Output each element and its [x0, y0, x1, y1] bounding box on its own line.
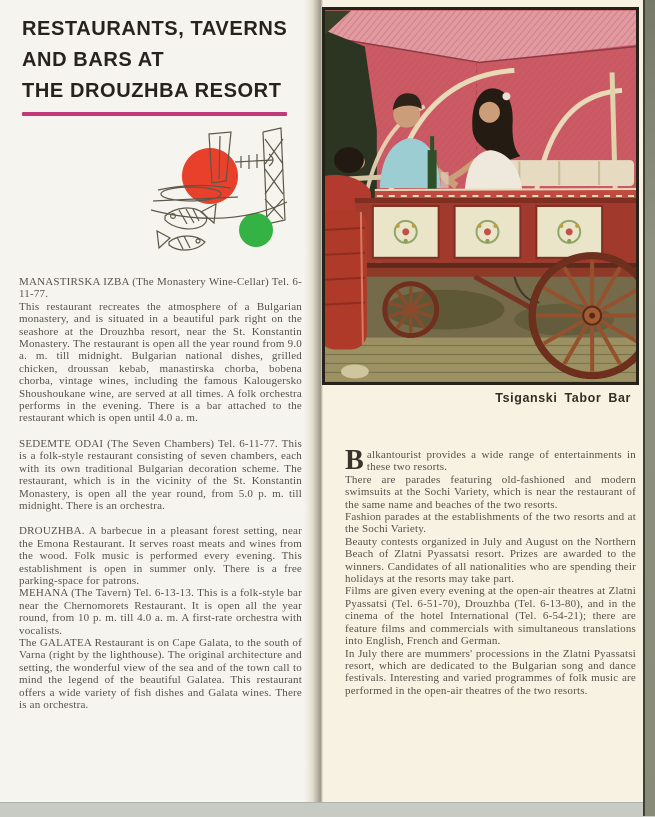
- dropcap-letter: B: [345, 445, 364, 476]
- listing-manastirska-izba-heading: MANASTIRSKA IZBA (The Monastery Wine-Cellar) Tel. 6-11-77.: [19, 276, 302, 301]
- entertainment-text: [345, 445, 636, 697]
- wagon-underside: [325, 268, 636, 340]
- listing-mehana: MEHANA (The Tavern) Tel. 6-13-13. This is a folk-style bar near the Chernomorets Restaurant. It is open all the year round, from 10 p. m. till 4.0 a. m. A first-rate orchestra with vocalists.: [19, 587, 302, 637]
- paragraph-fashion: Fashion parades at the establishments of the two resorts and at the Sochi Variety.: [345, 511, 636, 536]
- paragraph-balkantourist: [345, 445, 636, 476]
- title-underline: [22, 112, 287, 116]
- listing-drouzhba: DROUZHBA. A barbecue in a pleasant forest setting, near the Emona Restaurant. It serves roast meats and wines from the wood. Folk music is performed every evening. This establishment is open in summer only. There is a free parking-space for patrons.: [19, 525, 302, 587]
- page-title: [22, 14, 306, 107]
- listing-manastirska-izba-body: This restaurant recreates the atmosphere of a Bulgarian monastery, and is situated in a beautiful park right on the seashore at the Drouzhba resort, near the St. Konstantin Monastery. The restaurant is open all the year round from 9.0 a. m. till midnight. Bulgarian national dishes, grilled chicken, droussan kebab, manastirska chorba, bobena chorba, vintage wines, including the famous Kalougersko Shoushoukane wine, are served at all times. A folk orchestra performs in the evening. There is a bar attached to the restaurant which is open until 4.0 a. m.: [19, 300, 302, 425]
- photo-caption: Tsiganski Tabor Bar: [495, 391, 631, 405]
- scan-edge-right: [643, 0, 655, 816]
- restaurant-listings: [19, 276, 302, 711]
- scan-edge-bottom: [0, 802, 655, 817]
- listing-galatea: The GALATEA Restaurant is on Cape Galata, to the south of Varna (right by the lighthouse). The original architecture and setting, the wonderful view of the sea and of the town call to mind the legend of the beautiful Galatea. This restaurant offers a wide variety of fish dishes and Galata wines. There is an orchestra.: [19, 636, 302, 711]
- listing-sedemte-odai: SEDEMTE ODAI (The Seven Chambers) Tel. 6-11-77. This is a folk-style restaurant consisting of seven chambers, each with its own traditional Bulgarian decoration scheme. The restaurant, which is in the vicinity of the St. Konstantin Monastery, is open all the year round, from 5.0 p. m. till midnight. There is an orchestra.: [19, 437, 302, 512]
- title-line-3: THE DROUZHBA RESORT: [22, 80, 282, 102]
- right-page: [310, 0, 645, 802]
- fish-icon-2: [157, 231, 205, 250]
- paragraph-mummers: In July there are mummers' processions in the Zlatni Pyassatsi resort, which are dedicated to the Bulgarian song and dance festivals. Interesting and varied programmes of folk music are performed in the open-air theatres of the two resorts.: [345, 647, 636, 697]
- title-line-2: AND BARS AT: [22, 49, 165, 71]
- title-line-1: RESTAURANTS, TAVERNS: [22, 18, 288, 40]
- paragraph-films: Films are given every evening at the open-air theatres at Zlatni Pyassatsi (Tel. 6-51-70), Drouzhba (Tel. 6-13-80), and in the cinema of the hotel International (Tel. 6-54-21); there are feature films and commercials with simultaneous translations into English, French and German.: [345, 585, 636, 648]
- green-circle: [239, 213, 273, 247]
- fish-icon: [165, 204, 216, 229]
- paragraph-beauty-contests: Beauty contests organized in July and August on the Northern Beach of Zlatni Pyassatsi resort. Prizes are awarded to the winners. Candidates of all nationalities who are spending their holidays at the resorts may take part.: [345, 535, 636, 586]
- food-wine-illustration: [113, 124, 305, 270]
- paragraph-balkantourist-text: alkantourist provides a wide range of entertainments in these two resorts.: [366, 449, 636, 474]
- red-barrel-figure: [325, 210, 367, 350]
- tsiganski-tabor-bar-photo: [322, 7, 639, 385]
- painted-panels: [373, 206, 602, 258]
- left-page: [0, 0, 310, 802]
- paragraph-parades: There are parades featuring old-fashioned and modern swimsuits at the Sochi Variety, which is near the restaurant of the same name and beaches of the two resorts.: [345, 473, 636, 511]
